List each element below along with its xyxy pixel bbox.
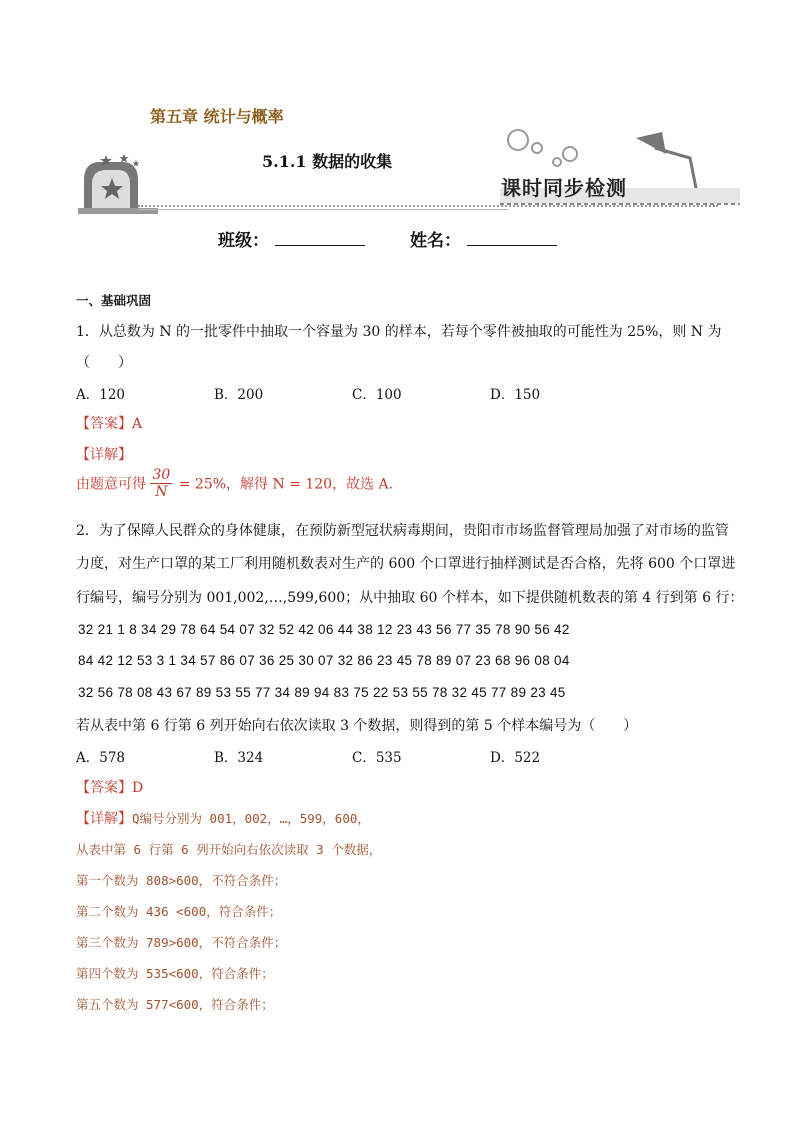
class-field (218, 226, 365, 251)
chapter-title: 第五章 统计与概率 (150, 107, 284, 126)
q2-detail-line: 第一个数为 808>600，不符合条件； (76, 873, 287, 888)
random-table-row: 32 56 78 08 43 67 89 53 55 77 34 89 94 83 75 22 53 55 78 32 45 77 89 23 45 (78, 685, 566, 700)
q1-stem: 1．从总数为 N 的一批零件中抽取一个容量为 30 的样本，若每个零件被抽取的可能性为 25%，则 N 为 (76, 324, 722, 340)
q2-stem-line1: 2．为了保障人民群众的身体健康，在预防新型冠状病毒期间，贵阳市市场监督管理局加强了对市场的监管 (76, 523, 729, 539)
q1-paren: （ ） (76, 355, 132, 371)
q2-detail-label: 【详解】 (76, 811, 132, 827)
desk-lamp-decoration-icon (440, 118, 740, 218)
header-divider-thin (138, 209, 508, 210)
section-title: 5.1.1 数据的收集 (262, 152, 393, 171)
q1-solution-suffix: = 25%，解得 N = 120，故选 A. (178, 476, 394, 493)
q2-detail-line: 第三个数为 789>600，不符合条件； (76, 935, 287, 950)
banner-label: 课时同步检测 (501, 176, 627, 200)
q1-fraction (150, 467, 172, 500)
q2-stem-line3: 行编号，编号分别为 001,002,…,599,600；从中抽取 60 个样本，如下提供随机数表的第 4 行到第 6 行： (76, 590, 744, 606)
q2-option-a: A．578 (76, 750, 126, 766)
q1-solution-prefix: 由题意可得 (76, 476, 146, 493)
q2-detail-line: 第四个数为 535<600，符合条件； (76, 966, 274, 981)
q2-answer: 【答案】D (76, 780, 144, 796)
q2-stem-line2: 力度，对生产口罩的某工厂利用随机数表对生产的 600 个口罩进行抽样测试是否合格，先将 600 个口罩进 (76, 556, 736, 572)
q1-fraction-numerator: 30 (152, 467, 171, 483)
q2-detail-line: 从表中第 6 行第 6 列开始向右依次读取 3 个数据， (76, 842, 382, 857)
header-divider (138, 205, 718, 207)
section-heading: 一、基础巩固 (76, 293, 152, 308)
q2-detail-first: Q编号分别为 001，002，…，599，600， (132, 811, 370, 826)
q2-option-d: D．522 (490, 750, 541, 766)
q2-detail-line: 第二个数为 436 <600，符合条件； (76, 904, 282, 919)
q1-option-b: B．200 (214, 387, 264, 403)
q1-fraction-denominator: N (155, 484, 168, 500)
q2-option-b: B．324 (214, 750, 264, 766)
q2-option-c: C．535 (352, 750, 402, 766)
random-table-row: 84 42 12 53 3 1 34 57 86 07 36 25 30 07 32 86 23 45 78 89 07 23 68 96 08 04 (78, 653, 570, 668)
q1-option-c: C．100 (352, 387, 402, 403)
q2-detail-line: 第五个数为 577<600，符合条件； (76, 997, 274, 1012)
q1-option-d: D．150 (490, 387, 541, 403)
random-table-row: 32 21 1 8 34 29 78 64 54 07 32 52 42 06 44 38 12 23 43 56 77 35 78 90 56 42 (78, 622, 570, 637)
name-field (410, 226, 557, 251)
q1-answer: 【答案】A (76, 416, 143, 432)
q1-detail-label: 【详解】 (76, 447, 132, 463)
class-blank[interactable] (275, 229, 365, 246)
q2-stem-line4: 若从表中第 6 行第 6 列开始向右依次读取 3 个数据，则得到的第 5 个样本编号为（ ） (76, 718, 638, 734)
q2-detail-first-line (76, 808, 370, 828)
name-blank[interactable] (467, 229, 557, 246)
q1-option-a: A．120 (76, 387, 126, 403)
q1-solution (76, 467, 393, 500)
class-label: 班级： (218, 231, 269, 251)
name-label: 姓名： (410, 231, 461, 251)
